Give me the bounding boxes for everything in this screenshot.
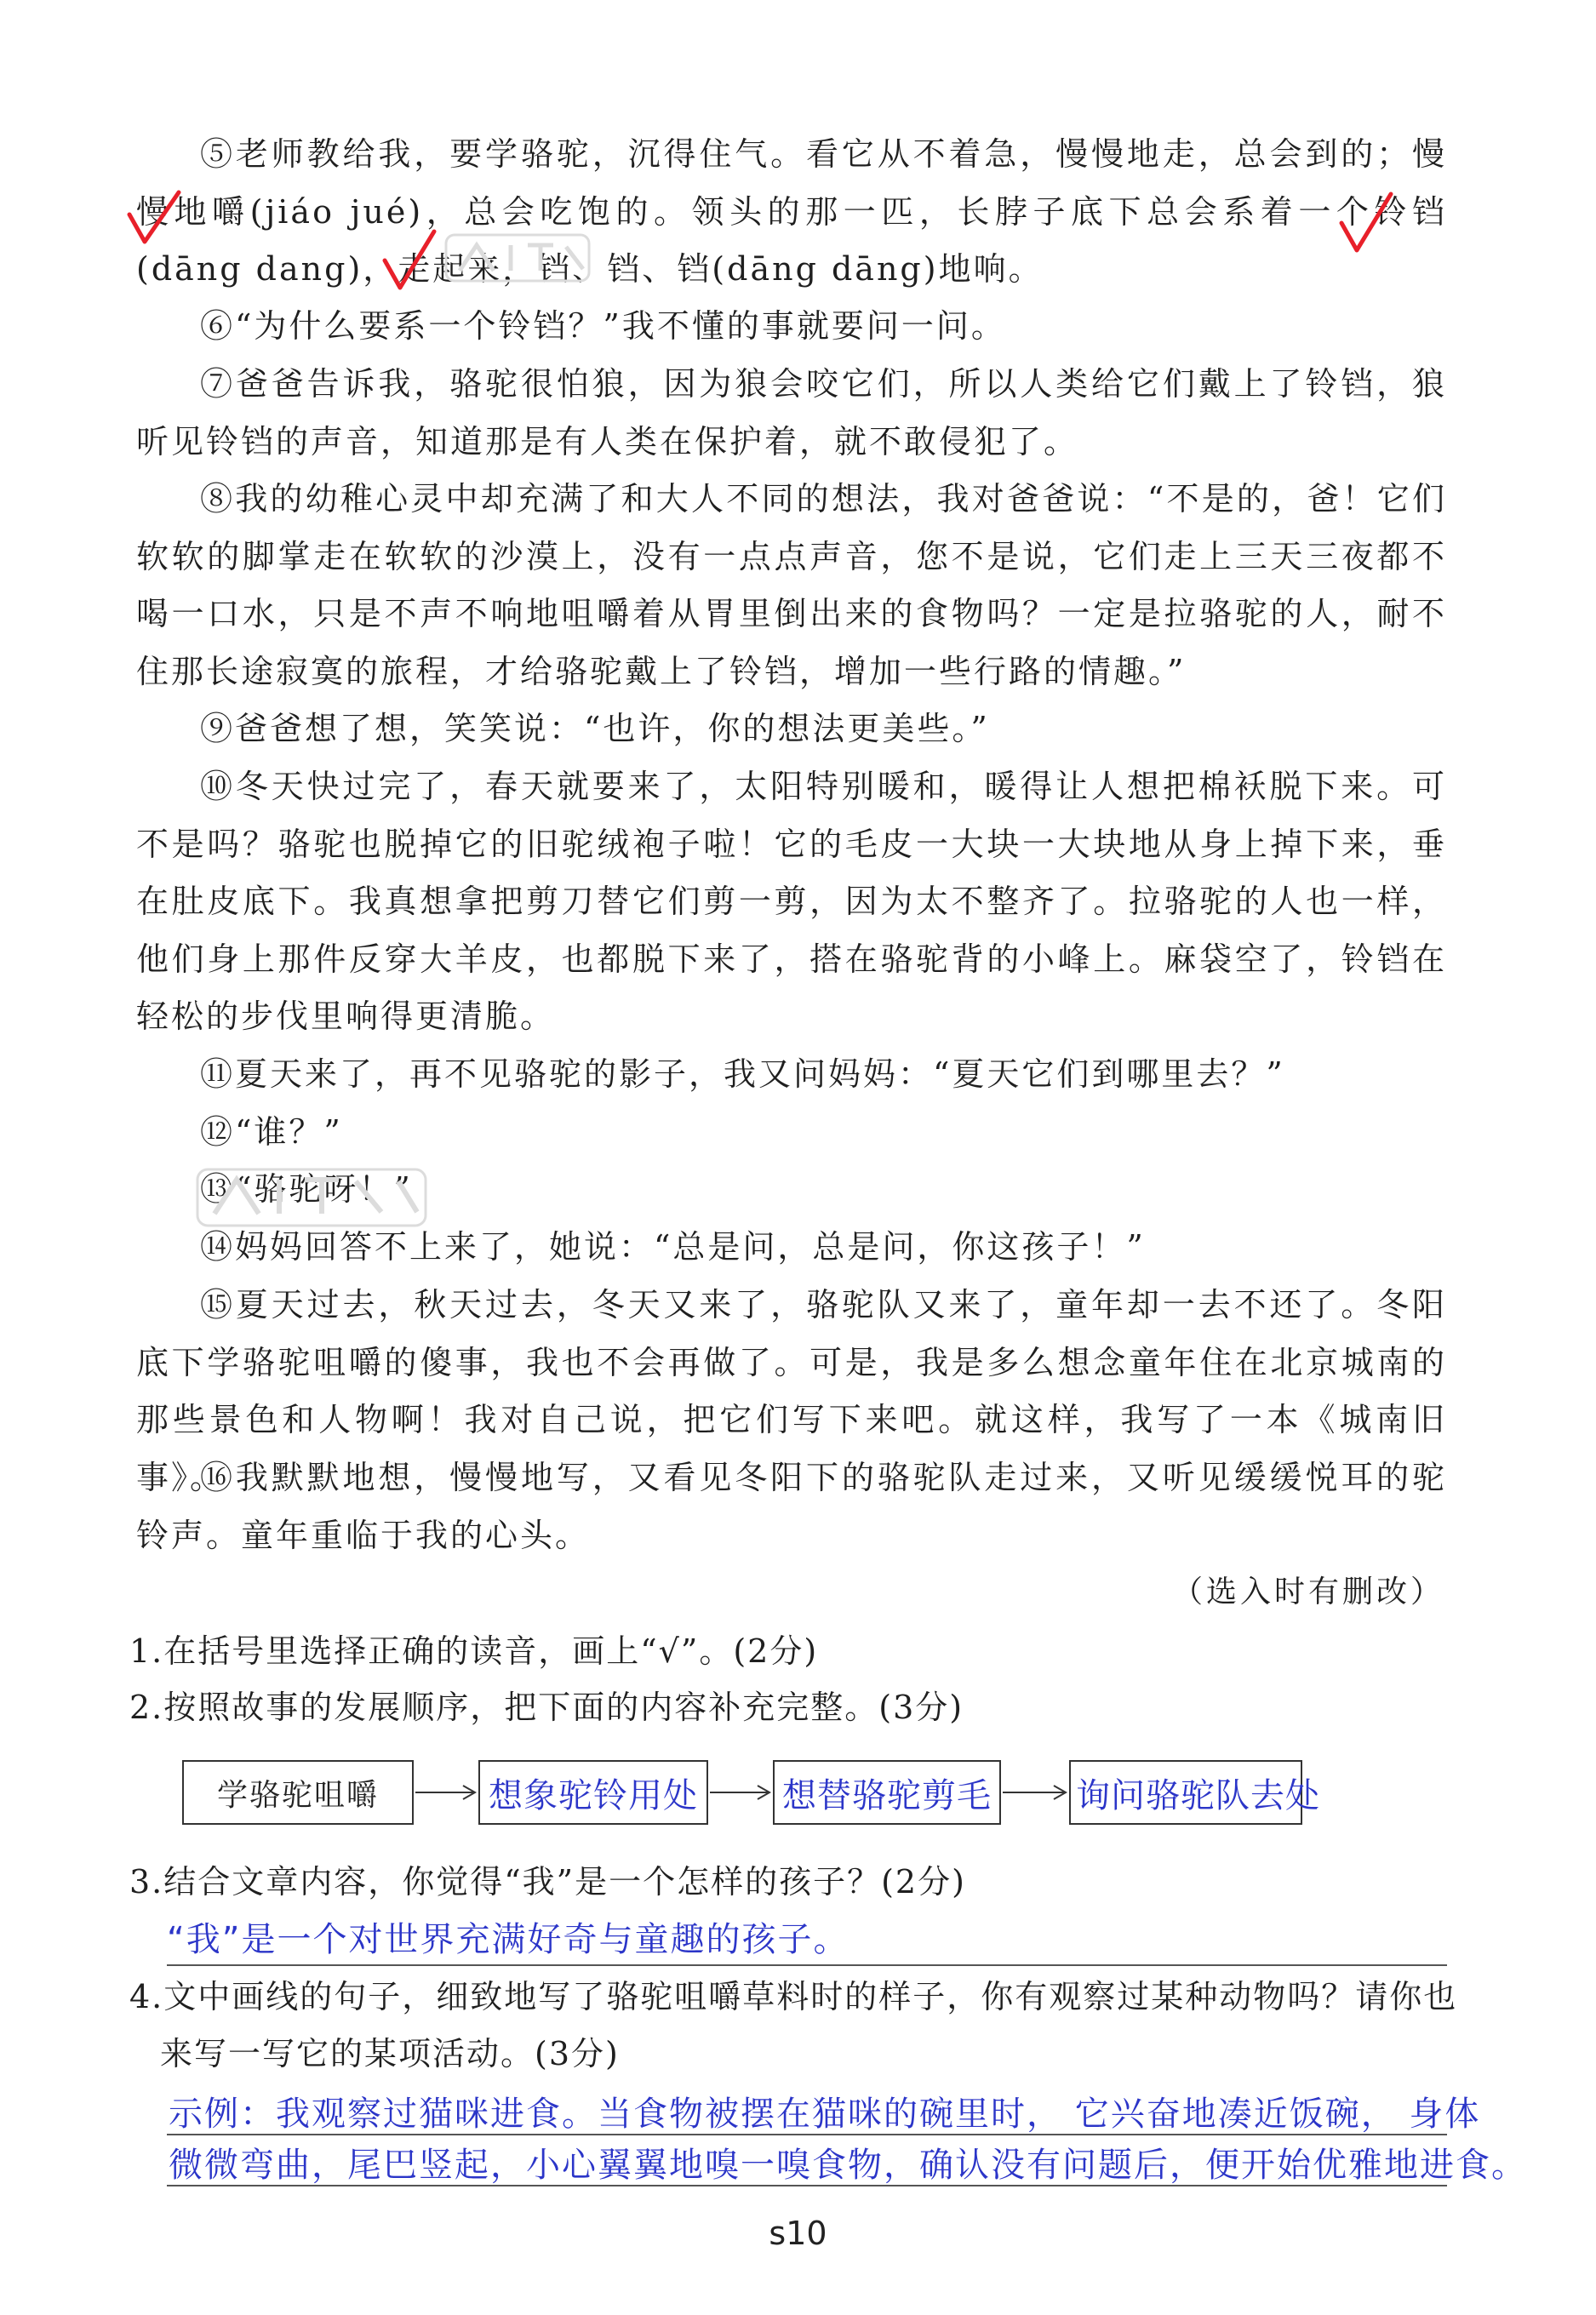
check-mark-icon [124, 189, 184, 249]
question-1: 1.在括号里选择正确的读音，画上“√”。(2分) [129, 1632, 819, 1670]
question-4-line-1: 4.文中画线的句子，细致地写了骆驼咀嚼草料时的样子，你有观察过某种动物吗？请你也 [129, 1978, 1458, 2015]
flow-answer-text: 想替骆驼剪毛 [782, 1775, 992, 1815]
watermark-logo [443, 228, 596, 288]
page-number: s10 [769, 2215, 827, 2252]
flow-box-answer-3[interactable] [1069, 1760, 1320, 1825]
flow-answer-text: 想象驼铃用处 [489, 1775, 698, 1815]
source-note: （选入时有删改） [1171, 1575, 1444, 1609]
check-mark-icon [1336, 189, 1396, 257]
answer-line [167, 2185, 1447, 2186]
arrow-right-icon [708, 1781, 773, 1804]
answer-4-line-1[interactable]: 示例：我观察过猫咪进食。当食物被摆在猫咪的碗里时， 它兴奋地凑近饭碗， 身体 [169, 2095, 1481, 2134]
paragraph-13: ⑬“骆驼呀！” [200, 1170, 413, 1208]
paragraph-16: ⑯我默默地想，慢慢地写，又看见冬阳下的骆驼队走过来，又听见缓缓悦耳的驼铃声。童年重临于我的心头。 [136, 1459, 1447, 1554]
paragraph-10: ⑩冬天快过完了，春天就要来了，太阳特别暖和，暖得让人想把棉袄脱下来。可不是吗？骆驼也脱掉它的旧驼绒袍子啦！它的毛皮一大块一大块地从身上掉下来，垂在肚皮底下。我真想拿把剪刀替它们剪一剪，因为太不整齐了。拉骆驼的人也一样，他们身上那件反穿大羊皮，也都脱下来了，搭在骆驼背的小峰上。麻袋空了，铃铛在轻松的步伐里响得更清脆。 [136, 768, 1447, 1035]
flow-answer-text: 询问骆驼队去处 [1076, 1775, 1320, 1815]
flow-box-answer-2[interactable] [773, 1760, 1001, 1825]
answer-line [167, 2134, 1447, 2135]
paragraph-9: ⑨爸爸想了想，笑笑说：“也许，你的想法更美些。” [200, 710, 990, 747]
paragraph-15: ⑮夏天过去，秋天过去，冬天又来了，骆驼队又来了，童年却一去不还了。冬阳底下学骆驼咀嚼的傻事，我也不会再做了。可是，我是多么想念童年住在北京城南的那些景色和人物啊！我对自己说，把它们写下来吧。就这样，我写了一本《城南旧事》。 [136, 1286, 1447, 1496]
answer-3[interactable]: “我”是一个对世界充满好奇与童趣的孩子。 [167, 1920, 849, 1959]
paragraph-5: ⑤老师教给我，要学骆驼，沉得住气。看它从不着急，慢慢地走，总会到的；慢慢地嚼(jiáo jué)，总会吃饱的。领头的那一匹，长脖子底下总会系着一个铃铛(dāng dang)，走起来，铛、铛、铛(dāng dāng)地响。 [136, 135, 1447, 288]
question-3: 3.结合文章内容，你觉得“我”是一个怎样的孩子？(2分) [129, 1863, 966, 1901]
arrow-right-icon [414, 1781, 478, 1804]
paragraph-12: ⑫“谁？” [200, 1113, 343, 1151]
paragraph-8: ⑧我的幼稚心灵中却充满了和大人不同的想法，我对爸爸说：“不是的，爸！它们软软的脚掌走在软软的沙漠上，没有一点点声音，您不是说，它们走上三天三夜都不喝一口水，只是不声不响地咀嚼着从胃里倒出来的食物吗？一定是拉骆驼的人，耐不住那长途寂寞的旅程，才给骆驼戴上了铃铛，增加一些行路的情趣。” [136, 480, 1447, 690]
arrow-right-icon [1001, 1781, 1069, 1804]
check-mark-icon [380, 226, 439, 294]
paragraph-7: ⑦爸爸告诉我，骆驼很怕狼，因为狼会咬它们，所以人类给它们戴上了铃铛，狼听见铃铛的声音，知道那是有人类在保护着，就不敢侵犯了。 [136, 365, 1447, 460]
answer-line [167, 1964, 1447, 1966]
question-2: 2.按照故事的发展顺序，把下面的内容补充完整。(3分) [129, 1689, 964, 1726]
paragraph-11: ⑪夏天来了，再不见骆驼的影子，我又问妈妈：“夏天它们到哪里去？” [200, 1055, 1285, 1093]
watermark-logo [194, 1164, 432, 1232]
paragraph-14: ⑭妈妈回答不上来了，她说：“总是问，总是问，你这孩子！” [200, 1228, 1146, 1266]
answer-4-line-2[interactable]: 微微弯曲，尾巴竖起，小心翼翼地嗅一嗅食物，确认没有问题后，便开始优雅地进食。 [169, 2146, 1527, 2185]
flow-box-given [182, 1760, 414, 1825]
flow-box-answer-1[interactable] [478, 1760, 708, 1825]
question-4-line-2: 来写一写它的某项活动。(3分) [160, 2035, 620, 2072]
paragraph-6: ⑥“为什么要系一个铃铛？”我不懂的事就要问一问。 [200, 307, 1006, 345]
flow-box-label: 学骆驼咀嚼 [216, 1777, 379, 1813]
